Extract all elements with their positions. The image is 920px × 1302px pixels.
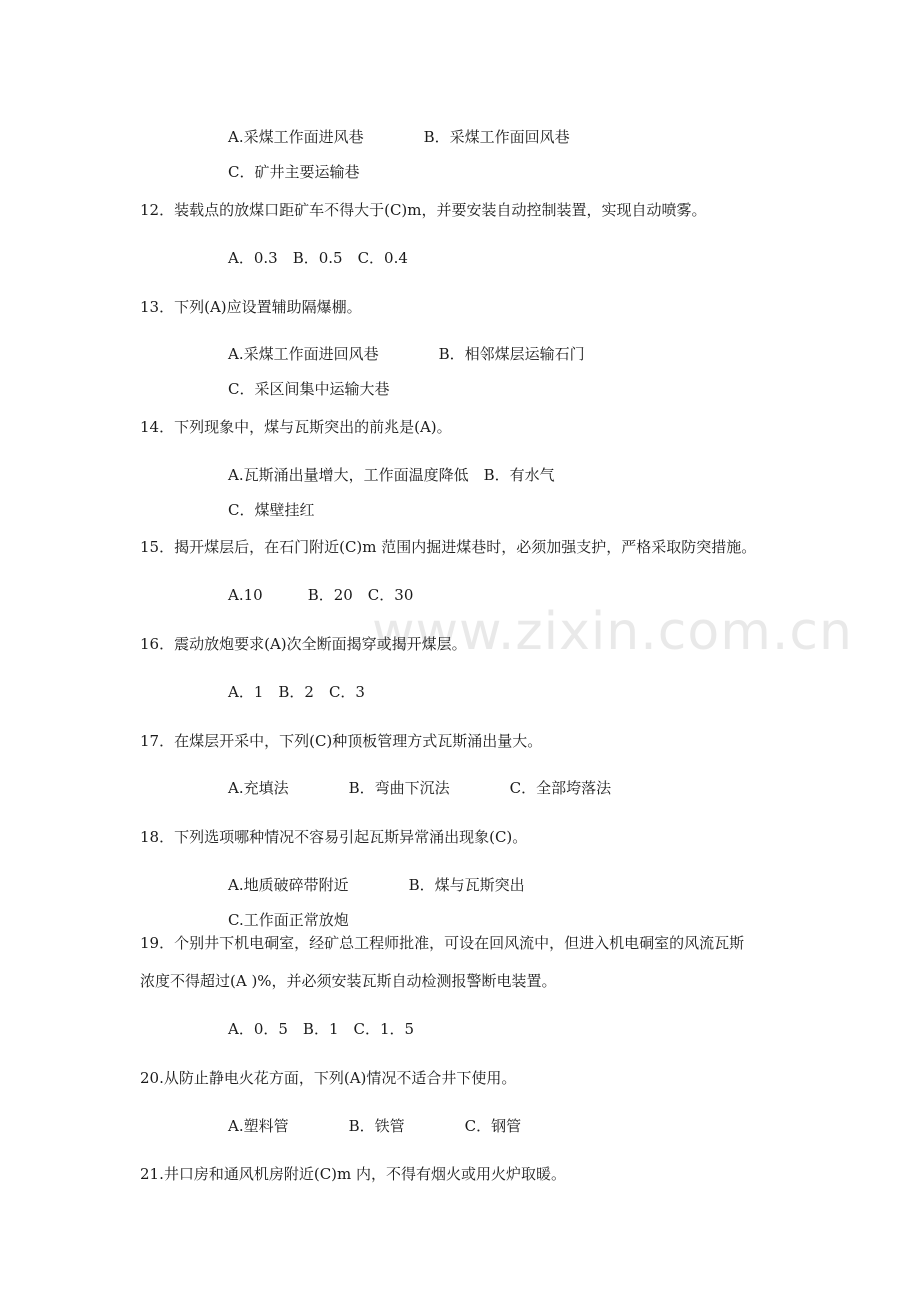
question-20: 20.从防止静电火花方面，下列(A)情况不适合井下使用。 [140, 1069, 517, 1087]
watermark: www.zixin.com.cn [372, 602, 853, 662]
question-13: 13．下列(A)应设置辅助隔爆棚。 [140, 298, 362, 316]
question-21: 21.井口房和通风机房附近(C)m 内，不得有烟火或用火炉取暖。 [140, 1165, 567, 1183]
q11-option-c: C．矿井主要运输巷 [228, 163, 360, 181]
q18-option-c: C.工作面正常放炮 [228, 911, 349, 929]
question-19-line-1: 19．个别井下机电硐室，经矿总工程师批准，可设在回风流中，但进入机电硐室的风流瓦斯 [140, 934, 745, 952]
question-17: 17．在煤层开采中，下列(C)种顶板管理方式瓦斯涌出量大。 [140, 732, 543, 750]
q14-option-c: C．煤壁挂红 [228, 501, 315, 519]
q12-options: A．0.3 B．0.5 C．0.4 [228, 249, 408, 267]
question-16: 16．震动放炮要求(A)次全断面揭穿或揭开煤层。 [140, 635, 467, 653]
q17-options: A.充填法 B．弯曲下沉法 C．全部垮落法 [228, 779, 612, 797]
question-18: 18．下列选项哪种情况不容易引起瓦斯异常涌出现象(C)。 [140, 828, 528, 846]
q13-options-ab: A.采煤工作面进回风巷 B．相邻煤层运输石门 [228, 345, 585, 363]
q13-option-c: C．采区间集中运输大巷 [228, 380, 390, 398]
q15-options: A.10 B．20 C．30 [228, 586, 414, 604]
q11-options-ab: A.采煤工作面进风巷 B．采煤工作面回风巷 [228, 128, 570, 146]
q14-options-ab: A.瓦斯涌出量增大，工作面温度降低 B．有水气 [228, 466, 555, 484]
q16-options: A．1 B．2 C．3 [228, 683, 365, 701]
question-12: 12．装载点的放煤口距矿车不得大于(C)m，并要安装自动控制装置，实现自动喷雾。 [140, 201, 707, 219]
question-19-line-2: 浓度不得超过(A )%，并必须安装瓦斯自动检测报警断电装置。 [140, 972, 557, 990]
q20-options: A.塑料管 B．铁管 C．钢管 [228, 1117, 522, 1135]
question-14: 14．下列现象中，煤与瓦斯突出的前兆是(A)。 [140, 418, 452, 436]
q19-options: A．0．5 B．1 C．1．5 [228, 1020, 415, 1038]
q18-options-ab: A.地质破碎带附近 B．煤与瓦斯突出 [228, 876, 525, 894]
question-15: 15．揭开煤层后，在石门附近(C)m 范围内掘进煤巷时，必须加强支护，严格采取防突措施。 [140, 538, 757, 556]
